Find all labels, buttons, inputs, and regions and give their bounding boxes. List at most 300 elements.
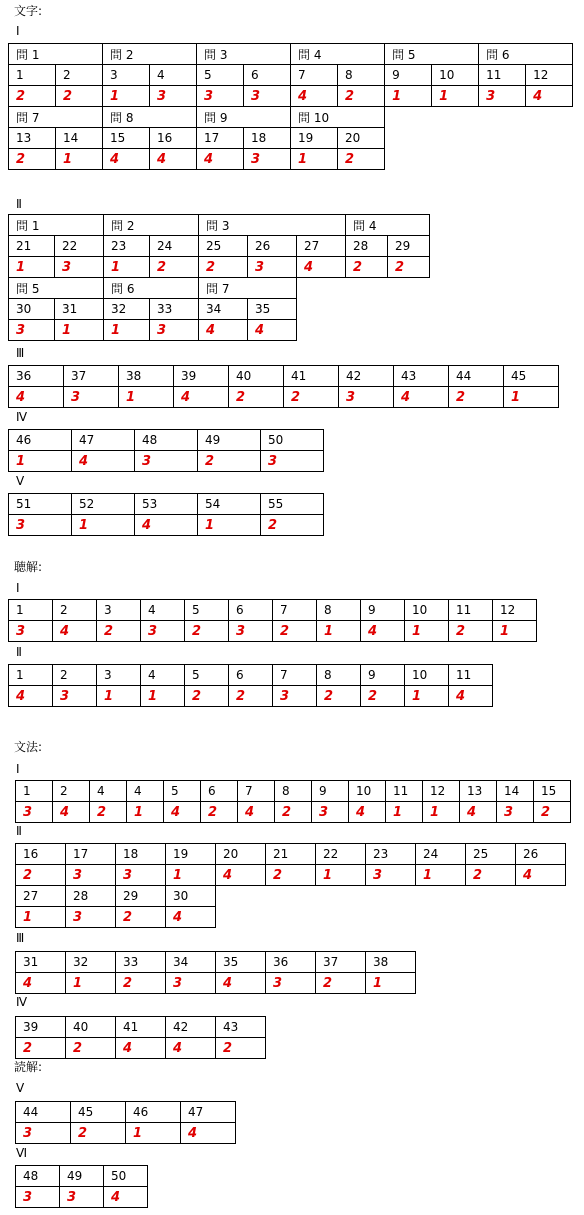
answer-cell: 2 (266, 865, 316, 886)
question-number-cell: 6 (229, 665, 273, 686)
answer-cell: 3 (366, 865, 416, 886)
answer-cell: 1 (127, 802, 164, 823)
question-number-cell: 24 (416, 844, 466, 865)
answer-cell: 4 (116, 1038, 166, 1059)
answer-table (8, 365, 559, 408)
answer-cell: 3 (135, 451, 198, 472)
question-number-cell: 43 (394, 366, 449, 387)
answer-cell: 4 (164, 802, 201, 823)
question-group-cell: 問 1 (9, 44, 103, 65)
answer-cell: 4 (135, 515, 198, 536)
answer-cell: 1 (405, 686, 449, 707)
answer-cell: 2 (275, 802, 312, 823)
answer-cell: 2 (198, 451, 261, 472)
answer-table (8, 214, 430, 341)
part-label: Ⅱ (16, 197, 22, 211)
question-number-cell: 25 (199, 236, 248, 257)
answer-cell: 2 (185, 621, 229, 642)
question-group-cell: 問 2 (104, 215, 199, 236)
question-number-cell: 18 (244, 128, 291, 149)
answer-cell: 4 (197, 149, 244, 170)
question-number-cell: 27 (297, 236, 346, 257)
answer-cell: 1 (423, 802, 460, 823)
question-number-cell: 41 (116, 1017, 166, 1038)
answer-cell: 4 (238, 802, 275, 823)
answer-cell: 4 (150, 149, 197, 170)
answer-row (9, 86, 573, 107)
answer-cell: 1 (291, 149, 338, 170)
answer-cell: 3 (312, 802, 349, 823)
question-number-cell: 42 (166, 1017, 216, 1038)
answer-table (15, 951, 416, 994)
question-number-cell: 28 (346, 236, 388, 257)
empty-filler (297, 278, 430, 299)
question-number-row (16, 952, 416, 973)
question-number-cell: 9 (385, 65, 432, 86)
question-number-cell: 40 (229, 366, 284, 387)
question-number-cell: 23 (366, 844, 416, 865)
question-number-cell: 11 (449, 665, 493, 686)
answer-cell: 1 (104, 320, 150, 341)
question-number-cell: 39 (174, 366, 229, 387)
question-number-cell: 39 (16, 1017, 66, 1038)
answer-cell: 3 (248, 257, 297, 278)
question-number-cell: 14 (56, 128, 103, 149)
answer-table (8, 429, 324, 472)
question-number-cell: 49 (60, 1166, 104, 1187)
section-title: 読解: (14, 1060, 43, 1074)
question-number-cell: 2 (53, 665, 97, 686)
answer-cell: 2 (90, 802, 127, 823)
answer-cell: 2 (229, 387, 284, 408)
question-number-cell: 38 (119, 366, 174, 387)
question-number-cell: 32 (104, 299, 150, 320)
question-number-row (16, 1017, 266, 1038)
question-number-cell: 11 (386, 781, 423, 802)
question-number-cell: 35 (248, 299, 297, 320)
empty-filler (216, 907, 566, 928)
question-number-cell: 6 (229, 600, 273, 621)
question-number-row (9, 128, 573, 149)
answer-cell: 3 (16, 1187, 60, 1208)
answer-cell: 1 (386, 802, 423, 823)
answer-cell: 1 (97, 686, 141, 707)
question-number-row (16, 1102, 236, 1123)
answer-cell: 1 (405, 621, 449, 642)
question-group-cell: 問 7 (199, 278, 297, 299)
answer-cell: 2 (284, 387, 339, 408)
question-number-cell: 3 (97, 665, 141, 686)
answer-cell: 1 (166, 865, 216, 886)
question-number-cell: 32 (66, 952, 116, 973)
question-number-row (9, 494, 324, 515)
question-number-cell: 42 (339, 366, 394, 387)
question-group-cell: 問 6 (104, 278, 199, 299)
answer-cell: 4 (72, 451, 135, 472)
question-number-cell: 4 (127, 781, 164, 802)
question-number-cell: 17 (66, 844, 116, 865)
answer-cell: 2 (316, 973, 366, 994)
answer-cell: 1 (66, 973, 116, 994)
question-number-cell: 8 (317, 600, 361, 621)
answer-table (15, 780, 571, 823)
question-number-cell: 22 (316, 844, 366, 865)
question-number-cell: 2 (56, 65, 103, 86)
question-number-cell: 48 (135, 430, 198, 451)
answer-cell: 1 (198, 515, 261, 536)
question-number-cell: 10 (405, 600, 449, 621)
empty-filler (297, 299, 430, 320)
question-number-cell: 20 (216, 844, 266, 865)
question-number-cell: 43 (216, 1017, 266, 1038)
question-number-cell: 4 (90, 781, 127, 802)
question-number-cell: 20 (338, 128, 385, 149)
question-number-cell: 29 (388, 236, 430, 257)
answer-cell: 1 (56, 149, 103, 170)
question-number-cell: 4 (150, 65, 197, 86)
question-number-cell: 30 (9, 299, 55, 320)
question-number-cell: 26 (516, 844, 566, 865)
question-number-cell: 25 (466, 844, 516, 865)
answer-cell: 4 (166, 1038, 216, 1059)
question-number-cell: 4 (141, 600, 185, 621)
question-group-cell: 問 10 (291, 107, 385, 128)
question-number-cell: 15 (103, 128, 150, 149)
answer-cell: 3 (9, 320, 55, 341)
answer-cell: 2 (150, 257, 199, 278)
answer-cell: 1 (504, 387, 559, 408)
question-number-cell: 41 (284, 366, 339, 387)
question-number-cell: 9 (361, 600, 405, 621)
question-number-row (9, 236, 430, 257)
answer-cell: 1 (416, 865, 466, 886)
question-number-cell: 7 (238, 781, 275, 802)
answer-cell: 4 (9, 686, 53, 707)
answer-cell: 3 (266, 973, 316, 994)
answer-cell: 4 (216, 865, 266, 886)
question-number-row (9, 600, 537, 621)
answer-cell: 2 (338, 149, 385, 170)
question-number-cell: 11 (449, 600, 493, 621)
question-number-cell: 22 (55, 236, 104, 257)
answer-cell: 4 (53, 621, 97, 642)
answer-row (16, 802, 571, 823)
answer-cell: 4 (449, 686, 493, 707)
answer-row (16, 1123, 236, 1144)
question-number-cell: 51 (9, 494, 72, 515)
question-number-cell: 13 (460, 781, 497, 802)
question-number-cell: 46 (126, 1102, 181, 1123)
answer-cell: 2 (97, 621, 141, 642)
question-group-cell: 問 3 (197, 44, 291, 65)
answer-cell: 3 (16, 1123, 71, 1144)
question-number-row (16, 781, 571, 802)
answer-cell: 1 (55, 320, 104, 341)
question-number-cell: 21 (266, 844, 316, 865)
answer-cell: 3 (197, 86, 244, 107)
question-number-cell: 31 (55, 299, 104, 320)
answer-cell: 2 (216, 1038, 266, 1059)
answer-cell: 4 (9, 387, 64, 408)
question-number-cell: 29 (116, 886, 166, 907)
question-group-cell: 問 4 (291, 44, 385, 65)
part-label: I (16, 24, 20, 38)
answer-cell: 2 (449, 387, 504, 408)
question-number-cell: 55 (261, 494, 324, 515)
part-label: Ⅴ (16, 474, 25, 488)
answer-cell: 3 (66, 907, 116, 928)
question-number-cell: 44 (16, 1102, 71, 1123)
answer-cell: 2 (534, 802, 571, 823)
question-number-cell: 19 (166, 844, 216, 865)
question-number-cell: 12 (526, 65, 573, 86)
answer-cell: 1 (385, 86, 432, 107)
question-header-row (9, 44, 573, 65)
section-title: 文法: (14, 740, 43, 754)
question-number-cell: 10 (432, 65, 479, 86)
answer-row (9, 257, 430, 278)
answer-cell: 3 (273, 686, 317, 707)
answer-cell: 3 (9, 515, 72, 536)
answer-cell: 4 (181, 1123, 236, 1144)
question-number-cell: 30 (166, 886, 216, 907)
question-number-cell: 45 (71, 1102, 126, 1123)
answer-cell: 2 (116, 973, 166, 994)
question-header-row (9, 215, 430, 236)
part-label: I (16, 762, 20, 776)
answer-table (15, 1101, 236, 1144)
question-number-cell: 15 (534, 781, 571, 802)
question-number-cell: 45 (504, 366, 559, 387)
answer-cell: 4 (460, 802, 497, 823)
answer-cell: 2 (16, 865, 66, 886)
question-number-cell: 33 (150, 299, 199, 320)
answer-cell: 3 (66, 865, 116, 886)
question-group-cell: 問 3 (199, 215, 346, 236)
question-group-cell: 問 5 (9, 278, 104, 299)
answer-cell: 2 (388, 257, 430, 278)
answer-cell: 3 (116, 865, 166, 886)
answer-cell: 1 (126, 1123, 181, 1144)
answer-cell: 4 (248, 320, 297, 341)
answer-cell: 3 (55, 257, 104, 278)
question-group-cell: 問 1 (9, 215, 104, 236)
question-number-cell: 8 (275, 781, 312, 802)
answer-cell: 3 (141, 621, 185, 642)
part-label: Ⅲ (16, 346, 25, 360)
question-number-cell: 3 (103, 65, 150, 86)
question-number-cell: 7 (273, 600, 317, 621)
question-number-cell: 13 (9, 128, 56, 149)
question-number-row (16, 844, 566, 865)
part-label: Ⅴ (16, 1081, 25, 1095)
answer-cell: 4 (104, 1187, 148, 1208)
question-number-cell: 47 (181, 1102, 236, 1123)
question-number-row (9, 430, 324, 451)
empty-filler (385, 107, 573, 128)
section-title: 聴解: (14, 560, 43, 574)
answer-cell: 3 (244, 149, 291, 170)
question-group-cell: 問 4 (346, 215, 430, 236)
answer-cell: 3 (64, 387, 119, 408)
question-number-cell: 17 (197, 128, 244, 149)
question-number-cell: 38 (366, 952, 416, 973)
answer-row (16, 1187, 148, 1208)
answer-cell: 4 (166, 907, 216, 928)
answer-cell: 1 (366, 973, 416, 994)
empty-filler (385, 149, 573, 170)
answer-cell: 2 (9, 86, 56, 107)
answer-row (9, 387, 559, 408)
question-number-cell: 40 (66, 1017, 116, 1038)
answer-cell: 1 (104, 257, 150, 278)
empty-filler (297, 320, 430, 341)
answer-cell: 2 (9, 149, 56, 170)
answer-cell: 4 (16, 973, 66, 994)
question-number-row (9, 299, 430, 320)
question-number-cell: 5 (197, 65, 244, 86)
answer-cell: 3 (497, 802, 534, 823)
question-number-cell: 19 (291, 128, 338, 149)
part-label: Ⅳ (16, 995, 28, 1009)
question-number-cell: 16 (150, 128, 197, 149)
question-number-cell: 31 (16, 952, 66, 973)
question-number-cell: 46 (9, 430, 72, 451)
question-number-cell: 34 (166, 952, 216, 973)
question-number-cell: 2 (53, 781, 90, 802)
answer-cell: 2 (66, 1038, 116, 1059)
answer-cell: 2 (56, 86, 103, 107)
question-number-cell: 6 (244, 65, 291, 86)
answer-cell: 1 (316, 865, 366, 886)
question-number-cell: 1 (9, 65, 56, 86)
answer-cell: 4 (349, 802, 386, 823)
question-number-cell: 23 (104, 236, 150, 257)
answer-cell: 1 (16, 907, 66, 928)
question-group-cell: 問 5 (385, 44, 479, 65)
answer-cell: 2 (466, 865, 516, 886)
question-group-cell: 問 8 (103, 107, 197, 128)
answer-cell: 2 (361, 686, 405, 707)
answer-cell: 4 (361, 621, 405, 642)
answer-cell: 4 (516, 865, 566, 886)
question-number-cell: 37 (316, 952, 366, 973)
part-label: Ⅱ (16, 824, 22, 838)
part-label: I (16, 581, 20, 595)
answer-cell: 2 (71, 1123, 126, 1144)
answer-cell: 2 (185, 686, 229, 707)
question-number-cell: 26 (248, 236, 297, 257)
question-number-cell: 3 (97, 600, 141, 621)
question-number-row (16, 1166, 148, 1187)
question-number-cell: 36 (9, 366, 64, 387)
question-number-cell: 9 (312, 781, 349, 802)
answer-cell: 2 (273, 621, 317, 642)
question-number-cell: 34 (199, 299, 248, 320)
answer-cell: 3 (339, 387, 394, 408)
question-number-cell: 36 (266, 952, 316, 973)
part-label: Ⅵ (16, 1146, 28, 1160)
answer-cell: 1 (9, 257, 55, 278)
question-number-cell: 53 (135, 494, 198, 515)
answer-row (16, 907, 566, 928)
question-number-cell: 37 (64, 366, 119, 387)
answer-cell: 3 (9, 621, 53, 642)
question-number-cell: 35 (216, 952, 266, 973)
question-group-cell: 問 7 (9, 107, 103, 128)
answer-cell: 1 (9, 451, 72, 472)
answer-cell: 3 (479, 86, 526, 107)
answer-cell: 1 (317, 621, 361, 642)
question-number-row (9, 366, 559, 387)
answer-cell: 1 (141, 686, 185, 707)
question-number-cell: 24 (150, 236, 199, 257)
question-group-cell: 問 9 (197, 107, 291, 128)
question-number-cell: 5 (164, 781, 201, 802)
question-number-cell: 49 (198, 430, 261, 451)
question-number-cell: 6 (201, 781, 238, 802)
question-number-cell: 1 (9, 665, 53, 686)
answer-table (15, 843, 566, 928)
answer-cell: 3 (166, 973, 216, 994)
question-header-row (9, 278, 430, 299)
question-number-cell: 10 (349, 781, 386, 802)
answer-cell: 3 (16, 802, 53, 823)
answer-cell: 3 (150, 86, 197, 107)
answer-table (15, 1016, 266, 1059)
answer-table (8, 664, 493, 707)
question-number-cell: 8 (317, 665, 361, 686)
answer-cell: 3 (150, 320, 199, 341)
question-number-cell: 21 (9, 236, 55, 257)
answer-row (9, 451, 324, 472)
question-number-cell: 16 (16, 844, 66, 865)
answer-cell: 3 (244, 86, 291, 107)
answer-cell: 2 (16, 1038, 66, 1059)
question-number-cell: 5 (185, 665, 229, 686)
question-number-cell: 12 (423, 781, 460, 802)
question-number-cell: 12 (493, 600, 537, 621)
question-number-row (9, 65, 573, 86)
question-number-cell: 47 (72, 430, 135, 451)
question-header-row (9, 107, 573, 128)
part-label: Ⅱ (16, 645, 22, 659)
answer-cell: 3 (53, 686, 97, 707)
question-number-cell: 1 (16, 781, 53, 802)
answer-cell: 1 (432, 86, 479, 107)
answer-cell: 4 (291, 86, 338, 107)
question-number-cell: 2 (53, 600, 97, 621)
answer-cell: 3 (229, 621, 273, 642)
answer-cell: 4 (199, 320, 248, 341)
question-number-cell: 11 (479, 65, 526, 86)
answer-cell: 2 (338, 86, 385, 107)
answer-cell: 3 (261, 451, 324, 472)
question-number-cell: 1 (9, 600, 53, 621)
answer-cell: 2 (317, 686, 361, 707)
answer-cell: 4 (297, 257, 346, 278)
question-number-cell: 33 (116, 952, 166, 973)
answer-cell: 2 (199, 257, 248, 278)
empty-filler (385, 128, 573, 149)
answer-cell: 2 (449, 621, 493, 642)
answer-row (9, 686, 493, 707)
answer-row (16, 973, 416, 994)
answer-cell: 1 (103, 86, 150, 107)
question-number-cell: 14 (497, 781, 534, 802)
answer-cell: 3 (60, 1187, 104, 1208)
answer-cell: 2 (201, 802, 238, 823)
